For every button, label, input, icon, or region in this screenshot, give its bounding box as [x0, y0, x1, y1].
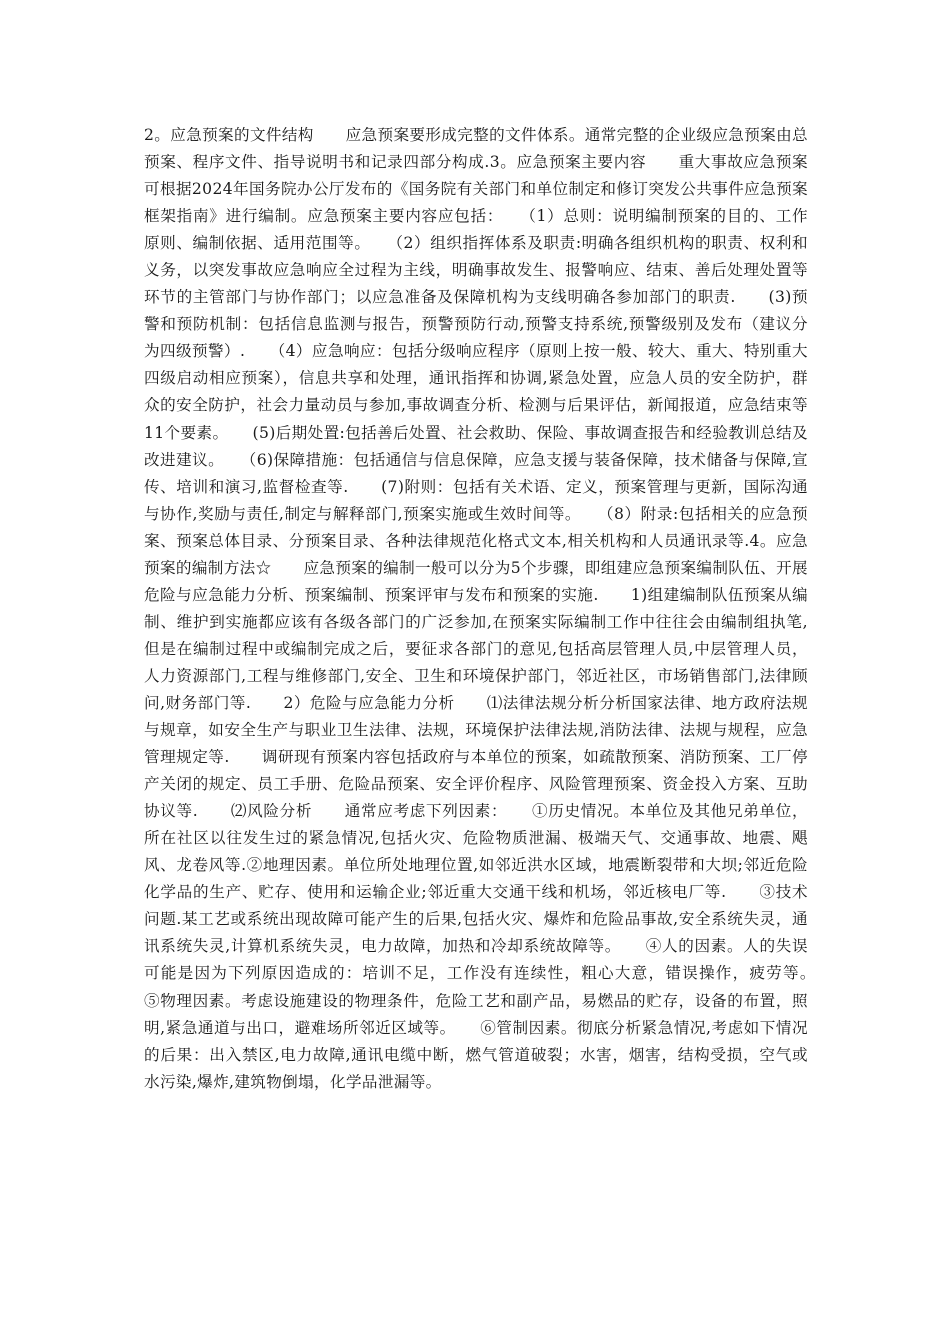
document-page: [144, 122, 840, 1096]
document-body-text: 2。应急预案的文件结构 应急预案要形成完整的文件体系。通常完整的企业级应急预案由总预案、程序文件、指导说明书和记录四部分构成.3。应急预案主要内容 重大事故应急预案可根据2024年国务院办公厅发布的《国务院有关部门和单位制定和修订突发公共事件应急预案框架指南》进行编制。应急预案主要内容应包括： （1）总则：说明编制预案的目的、工作原则、编制依据、适用范围等。 （2）组织指挥体系及职责:明确各组织机构的职责、权利和义务，以突发事故应急响应全过程为主线，明确事故发生、报警响应、结束、善后处理处置等环节的主管部门与协作部门；以应急准备及保障机构为支线明确各参加部门的职责. (3)预警和预防机制：包括信息监测与报告，预警预防行动,预警支持系统,预警级别及发布（建议分为四级预警）. （4）应急响应：包括分级响应程序（原则上按一般、较大、重大、特别重大四级启动相应预案），信息共享和处理，通讯指挥和协调,紧急处置，应急人员的安全防护，群众的安全防护，社会力量动员与参加,事故调查分析、检测与后果评估，新闻报道，应急结束等11个要素。 (5)后期处置:包括善后处置、社会救助、保险、事故调查报告和经验教训总结及改进建议。 （6)保障措施：包括通信与信息保障，应急支援与装备保障，技术储备与保障,宣传、培训和演习,监督检查等. (7)附则：包括有关术语、定义，预案管理与更新，国际沟通与协作,奖励与责任,制定与解释部门,预案实施或生效时间等。 （8）附录:包括相关的应急预案、预案总体目录、分预案目录、各种法律规范化格式文本,相关机构和人员通讯录等.4。应急预案的编制方法☆ 应急预案的编制一般可以分为5个步骤，即组建应急预案编制队伍、开展危险与应急能力分析、预案编制、预案评审与发布和预案的实施. 1)组建编制队伍预案从编制、维护到实施都应该有各级各部门的广泛参加,在预案实际编制工作中往往会由编制组执笔,但是在编制过程中或编制完成之后，要征求各部门的意见,包括高层管理人员,中层管理人员，人力资源部门,工程与维修部门,安全、卫生和环境保护部门，邻近社区，市场销售部门,法律顾问,财务部门等. 2）危险与应急能力分析 ⑴法律法规分析分析国家法律、地方政府法规与规章，如安全生产与职业卫生法律、法规，环境保护法律法规,消防法律、法规与规程，应急管理规定等. 调研现有预案内容包括政府与本单位的预案，如疏散预案、消防预案、工厂停产关闭的规定、员工手册、危险品预案、安全评价程序、风险管理预案、资金投入方案、互助协议等. ⑵风险分析 通常应考虑下列因素： ①历史情况。本单位及其他兄弟单位，所在社区以往发生过的紧急情况,包括火灾、危险物质泄漏、极端天气、交通事故、地震、飓风、龙卷风等.②地理因素。单位所处地理位置,如邻近洪水区域，地震断裂带和大坝;邻近危险化学品的生产、贮存、使用和运输企业;邻近重大交通干线和机场，邻近核电厂等. ③技术问题.某工艺或系统出现故障可能产生的后果,包括火灾、爆炸和危险品事故,安全系统失灵，通讯系统失灵,计算机系统失灵，电力故障，加热和冷却系统故障等。 ④人的因素。人的失误可能是因为下列原因造成的：培训不足，工作没有连续性，粗心大意，错误操作，疲劳等。 ⑤物理因素。考虑设施建设的物理条件，危险工艺和副产品，易燃品的贮存，设备的布置，照明,紧急通道与出口，避难场所邻近区域等。 ⑥管制因素。彻底分析紧急情况,考虑如下情况的后果：出入禁区,电力故障,通讯电缆中断，燃气管道破裂；水害，烟害，结构受损，空气或水污染,爆炸,建筑物倒塌，化学品泄漏等。: [144, 126, 840, 1091]
